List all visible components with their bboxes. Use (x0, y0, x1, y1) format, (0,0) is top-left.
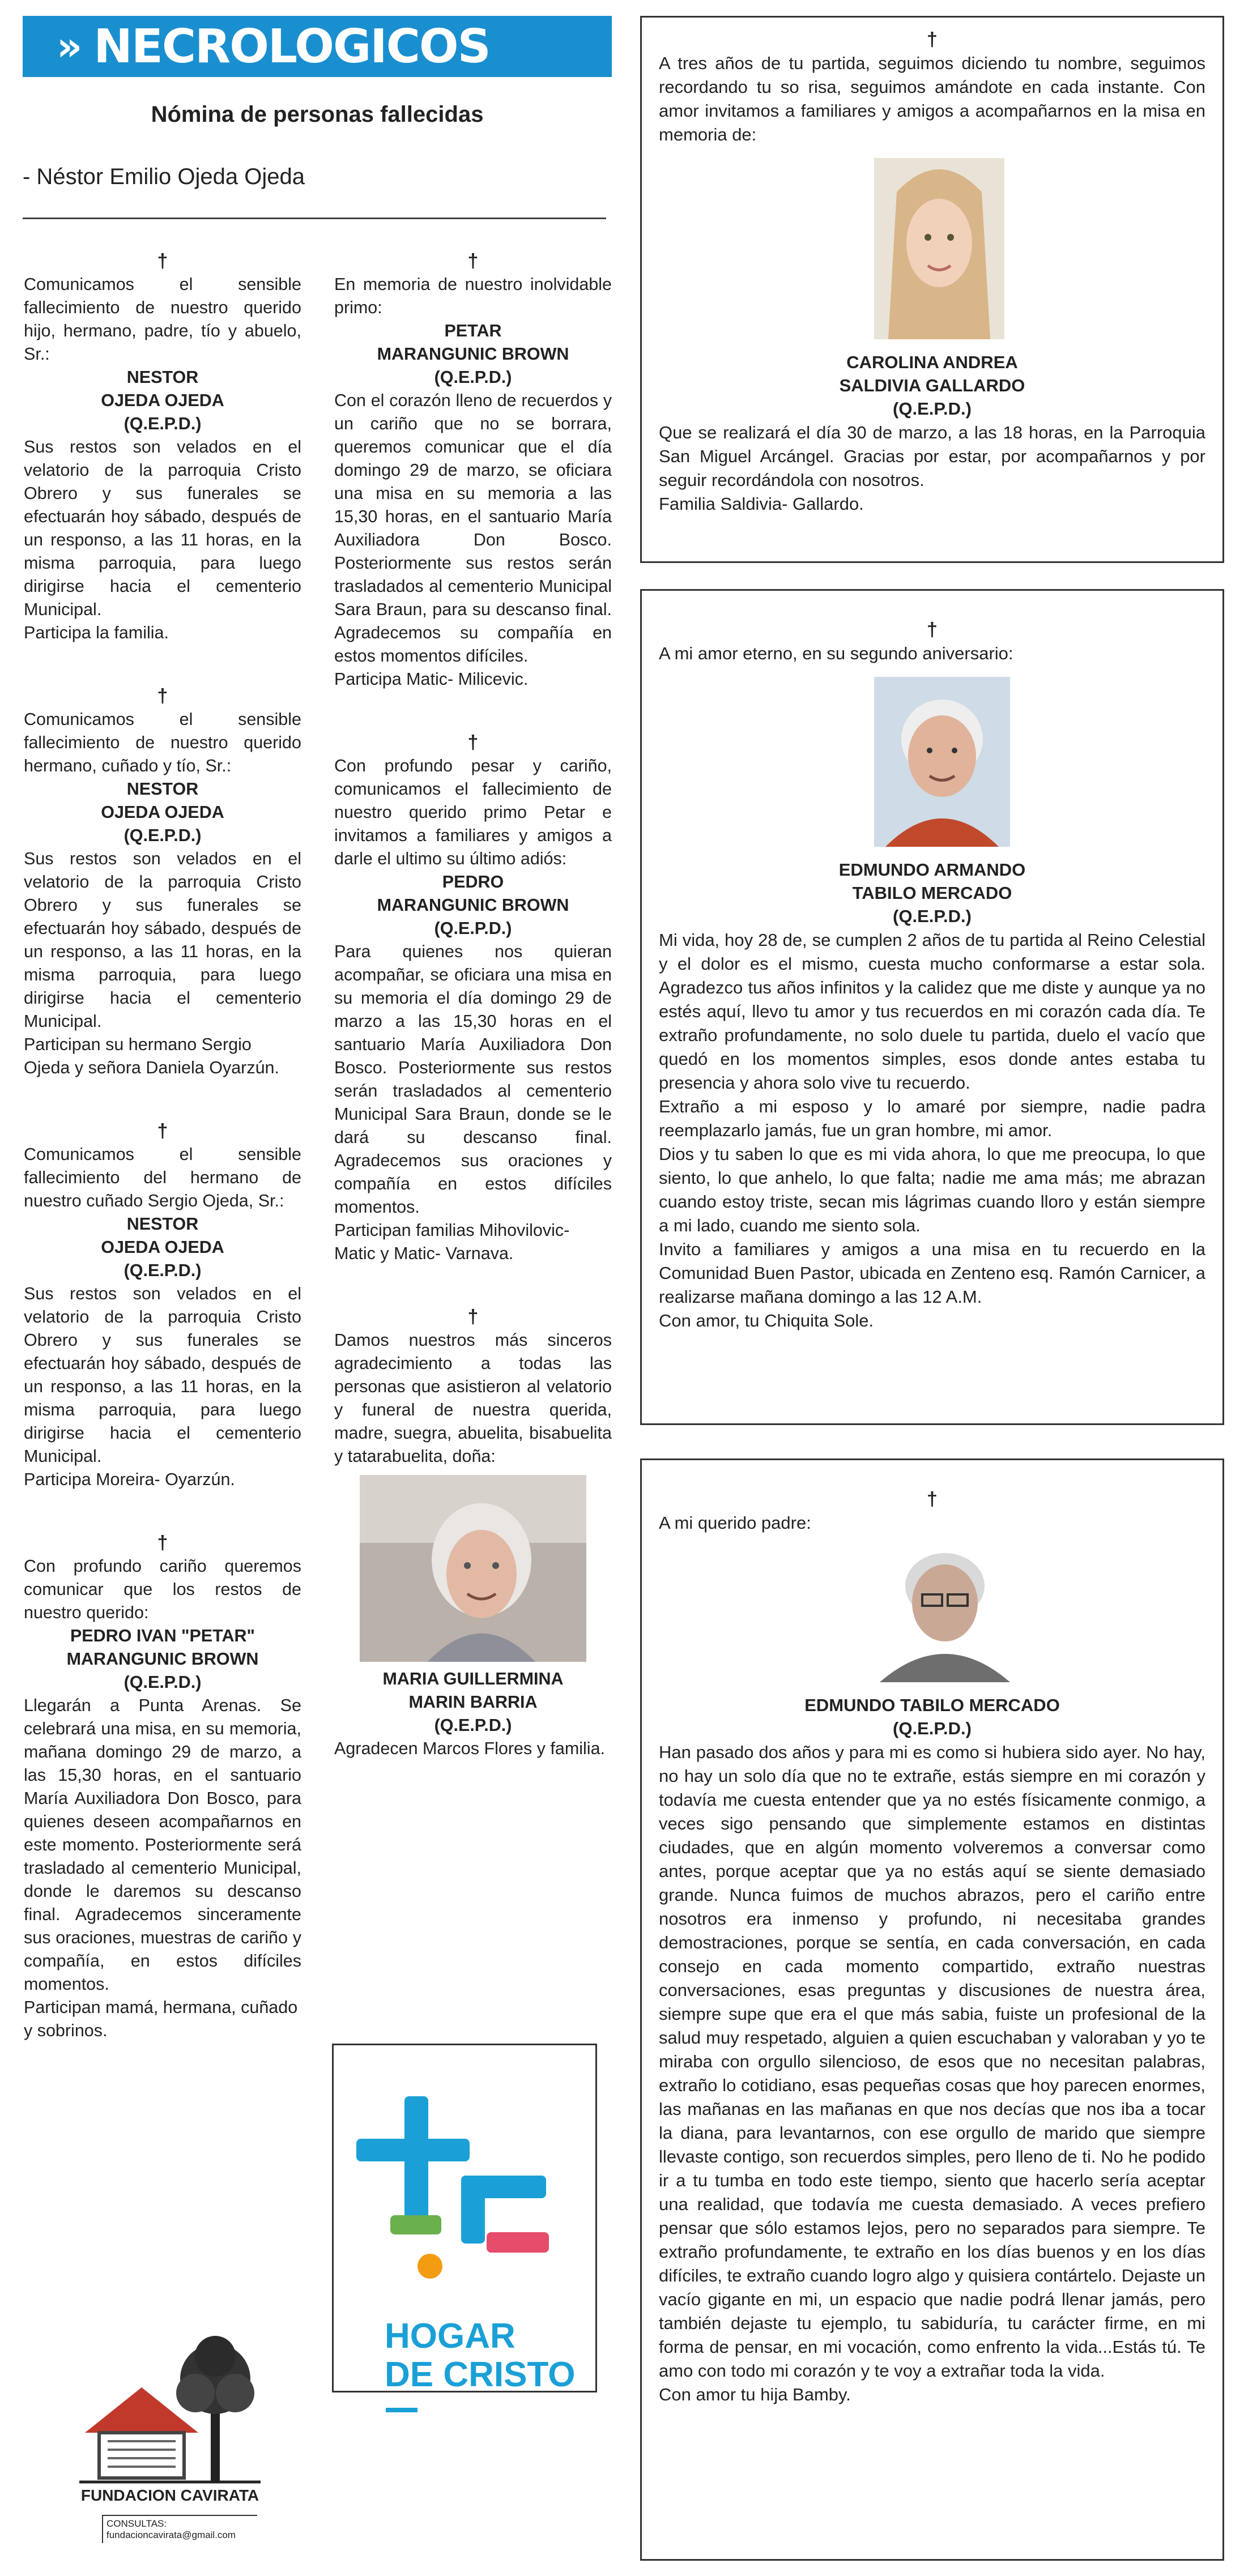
qepd-label: (Q.E.P.D.) (434, 1716, 512, 1735)
notice-body: Sus restos son velados en el velatorio de la parroquia Cristo Obrero y sus funerales se efectuarán hoy sábado, después de un responso, a las 11 horas, en la misma parroquia, para luego dirigirse hacia el cementerio Municipal. (24, 1284, 301, 1466)
cross-icon: † (467, 732, 479, 753)
cross-icon: † (927, 29, 938, 50)
cross-icon: † (927, 1489, 938, 1510)
box-signature: Con amor, tu Chiquita Sole. (659, 1311, 874, 1330)
notice-body: Para quienes nos quieran acompañar, se oficiara una misa en su memoria el día domingo 29 de marzo a las 15,30 horas en el santuario María Auxiliadora Don Bosco. Posteriormente sus restos serán trasladados al cementerio Municipal Sara Braun, donde se le dará su descanso final. Agradecemos sus oraciones y compañía en estos difíciles momentos. (334, 942, 612, 1217)
hogar-line1: HOGAR (385, 2317, 516, 2356)
notice-body: Sus restos son velados en el velatorio de la parroquia Cristo Obrero y sus funerales se efectuarán hoy sábado, después de un responso, a las 11 horas, en la misma parroquia, para luego dirigirse hacia el cementerio Municipal. (24, 437, 301, 619)
qepd-label: (Q.E.P.D.) (123, 1673, 202, 1692)
qepd-label: (Q.E.P.D.) (123, 414, 202, 433)
deceased-surname: MARANGUNIC BROWN (377, 895, 569, 915)
notice-intro: Con profundo cariño queremos comunicar que los restos de nuestro querido: (24, 1556, 301, 1622)
obituary-box-edmundo-armando (640, 589, 1224, 1425)
box-content (659, 1483, 1205, 2407)
deceased-name: PEDRO IVAN "PETAR" (70, 1626, 255, 1645)
obituary-notice (24, 1531, 301, 2042)
fundacion-logo (79, 2334, 261, 2487)
deceased-name: PEDRO (442, 872, 504, 892)
deceased-name: CAROLINA ANDREA (846, 352, 1018, 372)
cross-icon: † (157, 250, 168, 272)
qepd-label: (Q.E.P.D.) (434, 368, 512, 387)
box-intro: A tres años de tu partida, seguimos diciendo tu nombre, seguimos recordando tu so risa, seguimos amándote en cada instante. Con amor invitamos a familiares y amigos a acompañarnos en la misa en memoria de: (659, 53, 1205, 144)
box-paragraph: Invito a familiares y amigos a una misa en tu recuerdo en la Comunidad Buen Pastor, ubicada en Zenteno esq. Ramón Carnicer, a realizarse mañana domingo a las 12 A.M. (659, 1239, 1205, 1307)
portrait-image (874, 1541, 1016, 1682)
deceased-name: NESTOR (126, 1214, 199, 1234)
portrait-photo (874, 158, 1004, 339)
contact-email: fundacioncavirata@gmail.com (106, 2530, 236, 2540)
fundacion-name: FUNDACION CAVIRATA (80, 2487, 259, 2504)
section-header (23, 16, 612, 77)
notice-signature: Participan familias Mihovilovic- Matic y Matic- Varnava. (334, 1221, 570, 1263)
qepd-label: (Q.E.P.D.) (893, 1718, 972, 1738)
notice-signature: Participa la familia. (24, 623, 169, 642)
hogar-de-cristo-ad (332, 2044, 597, 2392)
box-body: Han pasado dos años y para mi es como si hubiera sido ayer. No hay, no hay un solo día que no te extrañe, estás siempre en mi corazón y todavía me cuesta entender que ya no estés físicamente conmigo, a veces sigo pensando que simplemente estamos en distintas ciudades, que en algún momento volveremos a conversar como antes, porque aceptar que ya no estás aquí se siente demasiado grande. Nunca fuimos de muchos abrazos, pero el cariño entre nosotros era inmenso y profundo, ni necesitaba grandes demostraciones, porque se sentía, en cada conversación, en cada consejo en cada momento compartido, extraño nuestras conversaciones, esas preguntas y discusiones de nuestra área, siempre supe que era el que más sabia, fuiste un profesional de la salud muy respetado, alguien a quien escuchaban y valoraban y yo te miraba con orgullo silencioso, de esos que no necesitan palabras, extraño lo cotidiano, esas pequeñas cosas que hoy parecen enormes, las mañanas en las mañanas en que nos decías que nos iba a tocar la diana, para levantarnos, con ese orgullo de marido que siempre llevaste contigo, son recuerdos simples, pero lleno de ti. No he podido ir a tu tumba en todo este tiempo, siento que hacerlo sería aceptar una realidad, que todavía me cuesta demasiado. A veces prefiero pensar que sólo estamos lejos, pero no separados para siempre. Te extraño profundamente, te extraño en los días buenos y en los días difíciles, te extraño cuando logro algo y quisiera contártelo. Dejaste un vacío gigante en mi, un espacio que nadie podrá llenar jamás, pero también dejaste tu ejemplo, tu sabiduría, tu carácter firme, en mi forma de pensar, en mi vocación, como enfrento la vida...Estás tú. Te amo con todo mi corazón y te voy a extrañar toda la vida. (659, 1742, 1206, 2381)
qepd-label: (Q.E.P.D.) (123, 1261, 202, 1280)
portrait-image (874, 158, 1004, 339)
hogar-wordmark (385, 2317, 589, 2394)
box-paragraph: Mi vida, hoy 28 de, se cumplen 2 años de tu partida al Reino Celestial y el dolor es el mismo, cuesta mucho conformarse a estar sola. Agradezco tus años infinitos y la calidez que me diste y aunque ya no estés aquí, llevo tu amor y tus recuerdos en mi corazón cada día. Te extraño profundamente, no solo duele tu partida, duelo el vacío que quedó en los momentos simples, esos donde antes estaba tu presencia y ahora solo vive tu recuerdo. (659, 930, 1205, 1093)
column-middle (334, 249, 612, 1800)
deceased-surname: OJEDA OJEDA (101, 803, 224, 822)
box-signature: Con amor tu hija Bamby. (659, 2385, 851, 2404)
deceased-surname: MARIN BARRIA (408, 1692, 538, 1712)
photo-slot (659, 1535, 1205, 1694)
obituary-notice (334, 1305, 612, 1760)
qepd-label: (Q.E.P.D.) (893, 906, 972, 926)
cross-icon: † (157, 1120, 168, 1142)
portrait-photo (360, 1475, 586, 1662)
notice-signature: Agradecen Marcos Flores y familia. (334, 1739, 606, 1758)
deceased-name: MARIA GUILLERMINA (382, 1669, 564, 1688)
deceased-surname: OJEDA OJEDA (101, 1238, 224, 1257)
deceased-name: PETAR (444, 321, 502, 340)
obituary-notice (24, 249, 301, 645)
fundacion-cavirata-ad (79, 2334, 261, 2560)
divider (23, 217, 606, 219)
notice-intro: Comunicamos el sensible fallecimiento del hermano de nuestro cuñado Sergio Ojeda, Sr.: (24, 1145, 301, 1210)
notice-intro: En memoria de nuestro inolvidable primo: (334, 275, 612, 317)
box-paragraph: Dios y tu saben lo que es mi vida ahora, lo que me preocupa, lo que siento, lo que anhelo, lo que falta; nadie me ama más; me abrazan cuando estoy triste, secan mis lágrimas cuando lloro y están siempre a mi lado, cuando me siento sola. (659, 1144, 1205, 1235)
portrait-photo (874, 677, 1010, 847)
deceased-surname: MARANGUNIC BROWN (66, 1649, 259, 1669)
photo-slot (659, 147, 1205, 351)
section-title: NECROLOGICOS (93, 19, 490, 74)
obituary-box-edmundo-padre (640, 1458, 1224, 2561)
qepd-label: (Q.E.P.D.) (123, 826, 202, 845)
portrait-image (874, 677, 1010, 847)
box-intro: A mi amor eterno, en su segundo aniversario: (659, 643, 1013, 663)
deceased-name: NESTOR (126, 368, 199, 387)
fundacion-contact (102, 2515, 257, 2543)
cross-icon: † (157, 685, 168, 707)
box-paragraph: Extraño a mi esposo y lo amaré por siempre, nadie padra reemplazarlo jamás, fue un gran hombre, mi amor. (659, 1097, 1205, 1140)
qepd-label: (Q.E.P.D.) (434, 919, 512, 938)
hogar-logo (334, 2045, 595, 2311)
box-body: Que se realizará el día 30 de marzo, a las 18 horas, en la Parroquia San Miguel Arcángel. Gracias por estar, por acompañarnos y por seguir recordándola con nosotros. (659, 423, 1205, 490)
cross-icon: † (467, 1306, 479, 1328)
box-signature: Familia Saldivia- Gallardo. (659, 494, 864, 514)
portrait-image (360, 1475, 586, 1662)
notice-intro: Con profundo pesar y cariño, comunicamos el fallecimiento de nuestro querido primo Petar e invitamos a familiares y amigos a darle el ultimo su último adiós: (334, 756, 612, 868)
cross-icon: † (927, 619, 938, 641)
nomina-item: - Néstor Emilio Ojeda Ojeda (23, 164, 305, 189)
double-chevron-icon: » (57, 23, 75, 70)
cross-icon: † (467, 250, 479, 272)
box-content (659, 23, 1205, 516)
obituary-box-carolina (640, 16, 1224, 563)
contact-label: CONSULTAS: (106, 2518, 167, 2529)
obituary-notice (334, 731, 612, 1265)
obituary-notice (334, 249, 612, 691)
notice-intro: Comunicamos el sensible fallecimiento de nuestro querido hijo, hermano, padre, tío y abuelo, Sr.: (24, 275, 301, 364)
notice-signature: Participan su hermano Sergio Ojeda y señora Daniela Oyarzún. (24, 1035, 279, 1077)
notice-signature: Participan mamá, hermana, cuñado y sobrinos. (24, 1998, 298, 2040)
notice-body: Con el corazón lleno de recuerdos y un cariño que no se borrara, queremos comunicar que el día domingo 29 de marzo, se oficiara una misa en su memoria a las 15,30 horas, en el santuario María Auxiliadora Don Bosco. Posteriormente sus restos serán trasladados al cementerio Municipal Sara Braun, para su descanso final. Agradecemos su compañía en estos momentos difíciles. (334, 391, 612, 666)
deceased-name: EDMUNDO ARMANDO (838, 860, 1026, 880)
photo-slot (659, 666, 1205, 858)
notice-body: Sus restos son velados en el velatorio de la parroquia Cristo Obrero y sus funerales se efectuarán hoy sábado, después de un responso, a las 11 horas, en la misma parroquia, para luego dirigirse hacia el cementerio Municipal. (24, 849, 301, 1031)
box-intro: A mi querido padre: (659, 1513, 811, 1533)
nomina-title: Nómina de personas fallecidas (151, 102, 484, 127)
obituary-notice (24, 684, 301, 1080)
notice-intro: Comunicamos el sensible fallecimiento de nuestro querido hermano, cuñado y tío, Sr.: (24, 710, 301, 775)
deceased-surname: SALDIVIA GALLARDO (839, 376, 1025, 395)
deceased-surname: TABILO MERCADO (852, 883, 1012, 903)
notice-intro: Damos nuestros más sinceros agradecimiento a todas las personas que asistieron al velatorio y funeral de nuestra querida, madre, suegra, abuelita, bisabuelita y tatarabuelita, doña: (334, 1330, 612, 1466)
box-content (659, 613, 1205, 1333)
hogar-line2: DE CRISTO (385, 2355, 576, 2394)
deceased-name: NESTOR (126, 779, 199, 799)
qepd-label: (Q.E.P.D.) (893, 399, 972, 419)
notice-signature: Participa Matic- Milicevic. (334, 669, 529, 689)
cross-icon: † (157, 1532, 168, 1554)
notice-signature: Participa Moreira- Oyarzún. (24, 1470, 235, 1489)
deceased-name: EDMUNDO TABILO MERCADO (804, 1695, 1060, 1715)
hogar-dash (386, 2408, 417, 2412)
obituary-notice (24, 1119, 301, 1491)
column-left (24, 249, 301, 2082)
notice-body: Llegarán a Punta Arenas. Se celebrará una misa, en su memoria, mañana domingo 29 de marzo, a las 15,30 horas, en el santuario María Auxiliadora Don Bosco, para quienes deseen acompañarnos en este momento. Posteriormente será trasladado al cementerio Municipal, donde le daremos su descanso final. Agradecemos sinceramente sus oraciones, muestras de cariño y compañía, en estos difíciles momentos. (24, 1696, 301, 1994)
deceased-surname: MARANGUNIC BROWN (377, 344, 569, 364)
portrait-photo (874, 1541, 1016, 1682)
deceased-surname: OJEDA OJEDA (101, 391, 224, 410)
